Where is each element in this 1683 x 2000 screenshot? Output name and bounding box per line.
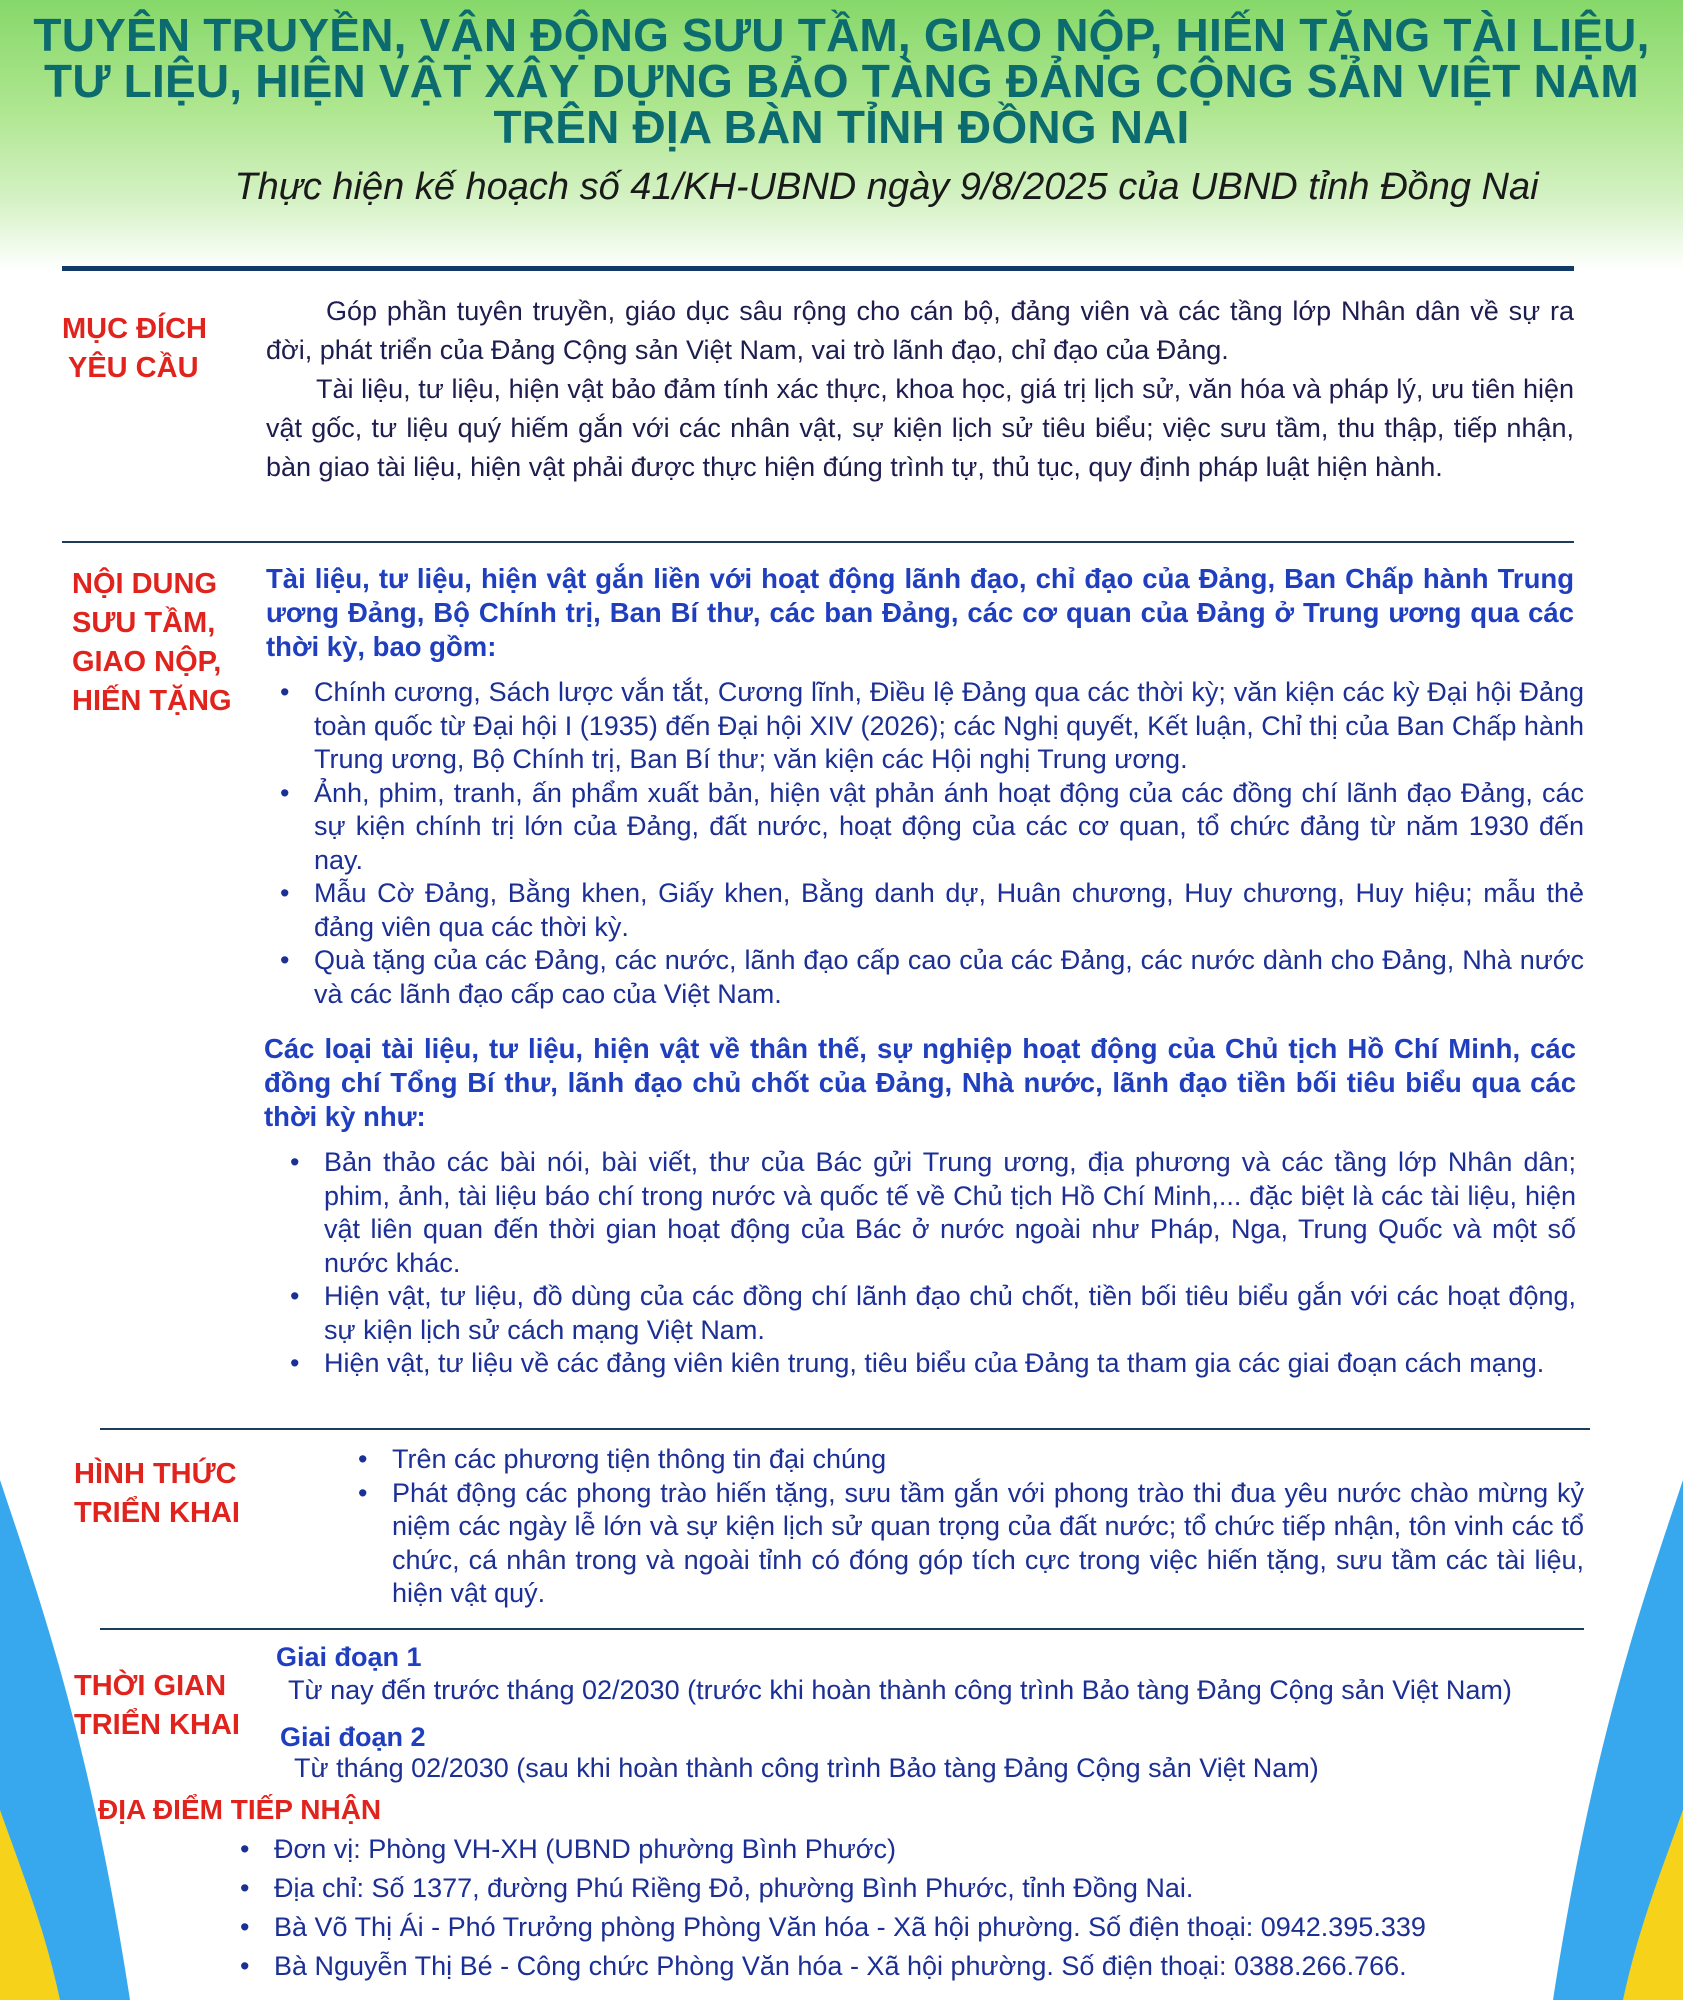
group1-list bbox=[276, 676, 1584, 1011]
label-line: HÌNH THỨC bbox=[74, 1458, 237, 1490]
muc-dich-text bbox=[266, 292, 1574, 487]
title-line-1: TUYÊN TRUYỀN, VẬN ĐỘNG SƯU TẦM, GIAO NỘP, HIẾN TẶNG TÀI LIỆU, bbox=[33, 9, 1650, 61]
label-line: TRIỂN KHAI bbox=[74, 1709, 240, 1741]
list-item: • Quà tặng của các Đảng, các nước, lãnh đạo cấp cao của các Đảng, các nước dành cho Đảng, Nhà nước và các lãnh đạo cấp cao của Việt Nam. bbox=[276, 944, 1584, 1011]
phase1-title: Giai đoạn 1 bbox=[276, 1642, 422, 1672]
label-line: TRIỂN KHAI bbox=[74, 1497, 240, 1529]
list-item: • Trên các phương tiện thông tin đại chúng bbox=[354, 1443, 1584, 1477]
phase1-text: Từ nay đến trước tháng 02/2030 (trước khi hoàn thành công trình Bảo tàng Đảng Cộng sản Việt Nam) bbox=[288, 1675, 1512, 1705]
section-divider bbox=[100, 1628, 1584, 1630]
list-item: • Mẫu Cờ Đảng, Bằng khen, Giấy khen, Bằng danh dự, Huân chương, Huy chương, Huy hiệu; mẫu thẻ đảng viên qua các thời kỳ. bbox=[276, 877, 1584, 944]
dia-diem-title: ĐỊA ĐIỂM TIẾP NHẬN bbox=[98, 1794, 382, 1825]
label-line: MỤC ĐÍCH bbox=[62, 313, 207, 345]
list-item: • Hiện vật, tư liệu về các đảng viên kiên trung, tiêu biểu của Đảng ta tham gia các giai đoạn cách mạng. bbox=[286, 1347, 1576, 1381]
group2-list bbox=[286, 1146, 1576, 1381]
section-label-noi-dung bbox=[72, 565, 232, 721]
section-label-thoi-gian bbox=[74, 1667, 240, 1745]
list-item: • Địa chỉ: Số 1377, đường Phú Riềng Đỏ, phường Bình Phước, tỉnh Đồng Nai. bbox=[236, 1869, 1616, 1908]
phase2-title: Giai đoạn 2 bbox=[280, 1722, 426, 1752]
list-item: • Chính cương, Sách lược vắn tắt, Cương lĩnh, Điều lệ Đảng qua các thời kỳ; văn kiện các kỳ Đại hội Đảng toàn quốc từ Đại hội I (1935) đến Đại hội XIV (2026); các Nghị quyết, Kết luận, Chỉ thị của Ban Chấp hành Trung ương, Bộ Chính trị, Ban Bí thư; văn kiện các Hội nghị Trung ương. bbox=[276, 676, 1584, 777]
section-label-muc-dich bbox=[62, 310, 207, 388]
list-item: • Phát động các phong trào hiến tặng, sưu tầm gắn với phong trào thi đua yêu nước chào mừng kỷ niệm các ngày lễ lớn và sự kiện lịch sử quan trọng của đất nước; tổ chức tiếp nhận, tôn vinh các tổ chức, cá nhân trong và ngoài tỉnh có đóng góp tích cực trong việc hiến tặng, sưu tầm các tài liệu, hiện vật quý. bbox=[354, 1477, 1584, 1611]
label-line: THỜI GIAN bbox=[74, 1670, 227, 1702]
title-line-3: TRÊN ĐỊA BÀN TỈNH ĐỒNG NAI bbox=[493, 101, 1190, 153]
list-item: • Hiện vật, tư liệu, đồ dùng của các đồng chí lãnh đạo chủ chốt, tiền bối tiêu biểu gắn với các hoạt động, sự kiện lịch sử cách mạng Việt Nam. bbox=[286, 1280, 1576, 1347]
section-divider bbox=[62, 541, 1574, 543]
label-line: GIAO NỘP, bbox=[72, 646, 222, 678]
page-title bbox=[0, 9, 1683, 153]
top-divider bbox=[62, 266, 1574, 271]
title-line-2: TƯ LIỆU, HIỆN VẬT XÂY DỰNG BẢO TÀNG ĐẢNG CỘNG SẢN VIỆT NAM bbox=[44, 55, 1639, 107]
list-item: • Bà Võ Thị Ái - Phó Trưởng phòng Phòng Văn hóa - Xã hội phường. Số điện thoại: 0942.395.339 bbox=[236, 1908, 1616, 1947]
label-line: SƯU TẦM, bbox=[72, 607, 216, 639]
dia-diem-list bbox=[236, 1830, 1616, 1986]
hinh-thuc-list bbox=[354, 1443, 1584, 1611]
section-label-hinh-thuc bbox=[74, 1455, 240, 1533]
group2-heading: Các loại tài liệu, tư liệu, hiện vật về thân thế, sự nghiệp hoạt động của Chủ tịch Hồ Chí Minh, các đồng chí Tổng Bí thư, lãnh đạo chủ chốt của Đảng, Nhà nước, lãnh đạo tiền bối tiêu biểu qua các thời kỳ như: bbox=[264, 1033, 1576, 1132]
label-line: NỘI DUNG bbox=[72, 568, 217, 600]
list-item: • Bà Nguyễn Thị Bé - Công chức Phòng Văn hóa - Xã hội phường. Số điện thoại: 0388.266.766. bbox=[236, 1947, 1616, 1986]
paragraph: Tài liệu, tư liệu, hiện vật bảo đảm tính xác thực, khoa học, giá trị lịch sử, văn hóa và pháp lý, ưu tiên hiện vật gốc, tư liệu quý hiếm gắn với các nhân vật, sự kiện lịch sử tiêu biểu; việc sưu tầm, thu thập, tiếp nhận, bàn giao tài liệu, hiện vật phải được thực hiện đúng trình tự, thủ tục, quy định pháp luật hiện hành. bbox=[266, 374, 1574, 482]
label-line: YÊU CẦU bbox=[68, 352, 199, 384]
list-item: • Ảnh, phim, tranh, ấn phẩm xuất bản, hiện vật phản ánh hoạt động của các đồng chí lãnh đạo Đảng, các sự kiện chính trị lớn của Đảng, đất nước, hoạt động của các cơ quan, tổ chức đảng từ năm 1930 đến nay. bbox=[276, 777, 1584, 878]
paragraph: Góp phần tuyên truyền, giáo dục sâu rộng cho cán bộ, đảng viên và các tầng lớp Nhân dân về sự ra đời, phát triển của Đảng Cộng sản Việt Nam, vai trò lãnh đạo, chỉ đạo của Đảng. bbox=[266, 296, 1574, 365]
phase2-text: Từ tháng 02/2030 (sau khi hoàn thành công trình Bảo tàng Đảng Cộng sản Việt Nam) bbox=[294, 1753, 1319, 1783]
section-divider bbox=[100, 1428, 1590, 1430]
list-item: • Đơn vị: Phòng VH-XH (UBND phường Bình Phước) bbox=[236, 1830, 1616, 1869]
list-item: • Bản thảo các bài nói, bài viết, thư của Bác gửi Trung ương, địa phương và các tầng lớp Nhân dân; phim, ảnh, tài liệu báo chí trong nước và quốc tế về Chủ tịch Hồ Chí Minh,... đặc biệt là các tài liệu, hiện vật liên quan đến thời gian hoạt động của Bác ở nước ngoài như Pháp, Nga, Trung Quốc và một số nước khác. bbox=[286, 1146, 1576, 1280]
group1-heading: Tài liệu, tư liệu, hiện vật gắn liền với hoạt động lãnh đạo, chỉ đạo của Đảng, Ban Chấp hành Trung ương Đảng, Bộ Chính trị, Ban Bí thư, các ban Đảng, các cơ quan của Đảng ở Trung ương qua các thời kỳ, bao gồm: bbox=[266, 563, 1574, 662]
page-subtitle: Thực hiện kế hoạch số 41/KH-UBND ngày 9/8/2025 của UBND tỉnh Đồng Nai bbox=[234, 166, 1539, 208]
label-line: HIẾN TẶNG bbox=[72, 685, 232, 717]
